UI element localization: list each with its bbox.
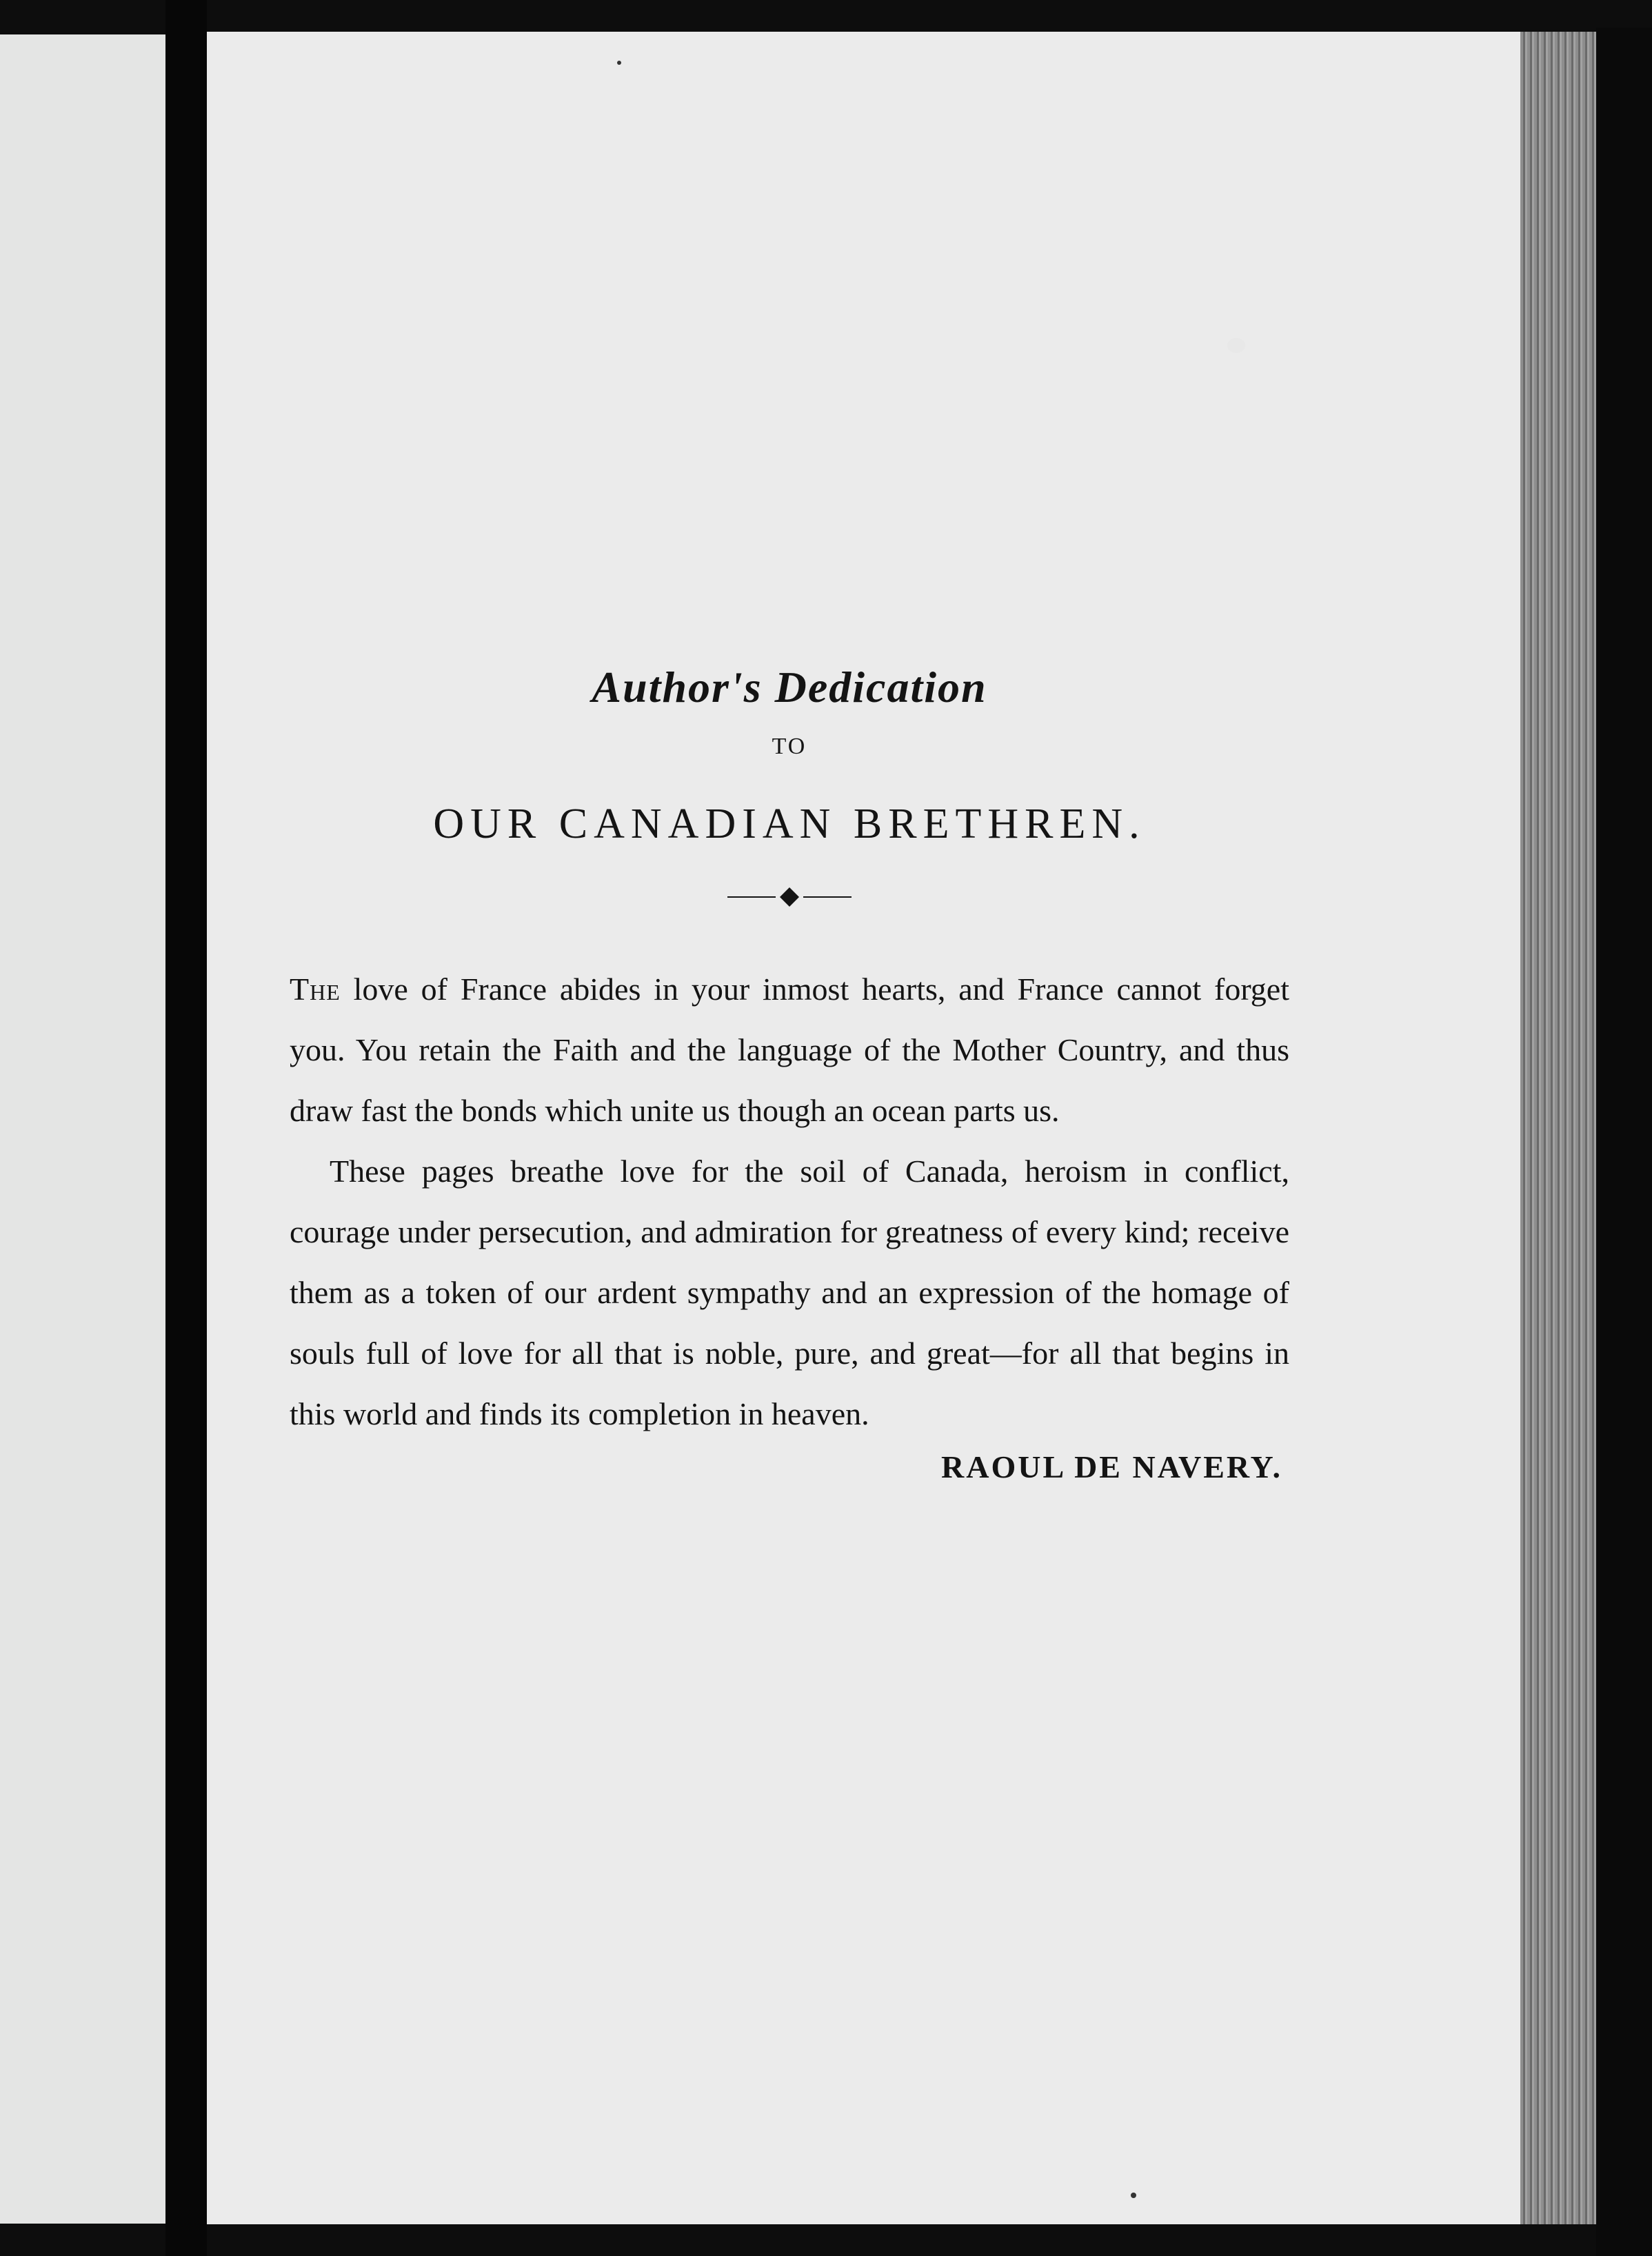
dedication-paragraph-2: These pages breathe love for the soil of Canada, heroism in conflict, courage under persecution, and admiration for greatness of every kind; receive them as a token of our ardent sympathy and an expression of the homage of souls full of love for all that is noble, pure, and great—for all that begins in this world and finds its completion in heaven. <box>290 1154 1289 1431</box>
scan-background <box>1596 28 1652 2256</box>
dedication-heading: Author's Dedication <box>592 663 987 712</box>
dedication-to: TO <box>772 734 807 759</box>
paper-speck <box>1227 338 1245 353</box>
dedication-text-block <box>290 662 1289 1485</box>
paragraph-1-text: love of France abides in your inmost hearts, and France cannot forget you. You retain the Faith and the language of the Mother Country, and thus draw fast the bonds which unite us though an ocean parts us. <box>290 971 1289 1128</box>
author-signature: RAOUL DE NAVERY. <box>941 1449 1282 1484</box>
book-gutter <box>165 0 207 2256</box>
dedication-paragraph-1 <box>290 959 1289 1141</box>
page-block-edges <box>1520 32 1596 2224</box>
dedication-addressee: OUR CANADIAN BRETHREN. <box>433 800 1146 847</box>
paper-speck <box>1131 2193 1136 2198</box>
left-page-edge <box>0 34 165 2224</box>
ornament-divider-icon <box>727 883 852 911</box>
paragraph-lead-word: The <box>290 971 341 1007</box>
paper-speck <box>617 61 621 65</box>
